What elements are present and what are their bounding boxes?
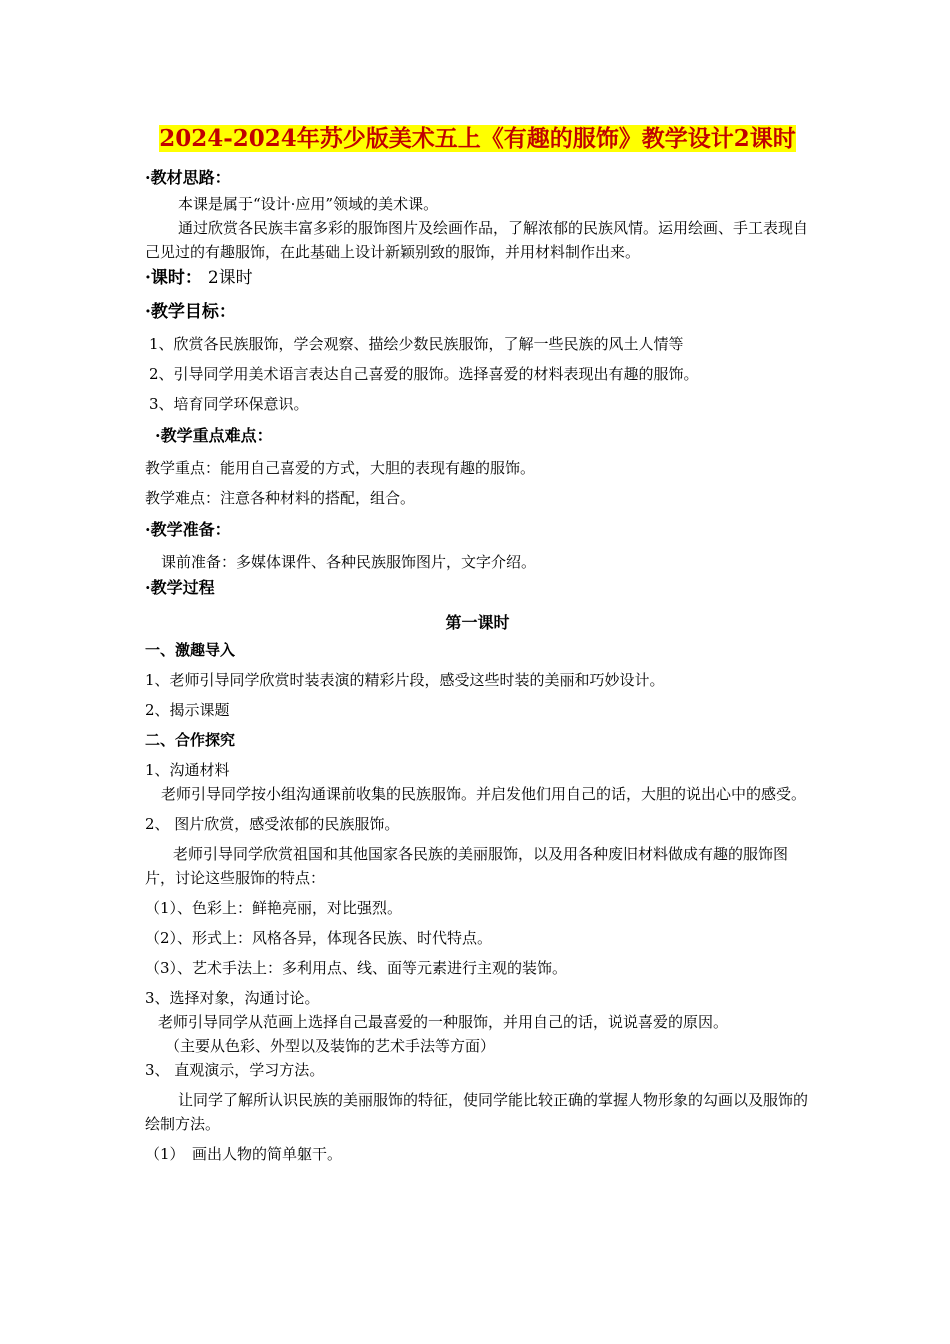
subsection-heading: 二、合作探究: [145, 731, 236, 749]
paragraph: 老师引导同学按小组沟通课前收集的民族服饰。并启发他们用自己的话，大胆的说出心中的感受。: [161, 785, 807, 803]
list-item: （2）、形式上：风格各异，体现各民族、时代特点。: [145, 929, 493, 947]
paragraph: 老师引导同学欣赏祖国和其他国家各民族的美丽服饰，以及用各种废旧材料做成有趣的服饰图片，讨论这些服饰的特点：: [145, 845, 789, 887]
paragraph: 2、揭示课题: [145, 701, 230, 719]
document-body: [145, 122, 810, 1166]
paragraph: 本课是属于“设计·应用”领域的美术课。: [178, 195, 439, 213]
paragraph: 老师引导同学从范画上选择自己最喜爱的一种服饰，并用自己的话，说说喜爱的原因。: [158, 1013, 729, 1031]
section-heading-textbook: ·教材思路：: [145, 168, 231, 187]
paragraph: 教学难点：注意各种材料的搭配，组合。: [145, 489, 416, 507]
paragraph: 通过欣赏各民族丰富多彩的服饰图片及绘画作品，了解浓郁的民族风情。运用绘画、手工表现自己见过的有趣服饰，在此基础上设计新颖别致的服饰，并用材料制作出来。: [145, 219, 809, 261]
section-heading-preparation: ·教学准备：: [145, 520, 231, 539]
paragraph: （主要从色彩、外型以及装饰的艺术手法等方面）: [165, 1037, 496, 1055]
hours-value: 2课时: [207, 268, 253, 288]
section-heading-key-points: ·教学重点难点：: [155, 426, 273, 445]
title-highlight: 2024-2024年苏少版美术五上《有趣的服饰》教学设计2课时: [159, 125, 796, 152]
section-heading-goals: ·教学目标：: [145, 302, 236, 322]
document-title: [145, 122, 810, 156]
list-item: 1、欣赏各民族服饰，学会观察、描绘少数民族服饰，了解一些民族的风土人情等: [149, 335, 684, 353]
subsection-heading: 一、激趣导入: [145, 641, 236, 659]
paragraph: 1、老师引导同学欣赏时装表演的精彩片段，感受这些时装的美丽和巧妙设计。: [145, 671, 665, 689]
paragraph: 3、选择对象，沟通讨论。: [145, 989, 320, 1007]
section-heading-hours: [145, 264, 810, 292]
paragraph: 3、 直观演示，学习方法。: [145, 1061, 325, 1079]
paragraph: 课前准备：多媒体课件、各种民族服饰图片，文字介绍。: [161, 553, 537, 571]
paragraph: 教学重点：能用自己喜爱的方式，大胆的表现有趣的服饰。: [145, 459, 536, 477]
paragraph: 2、 图片欣赏，感受浓郁的民族服饰。: [145, 815, 400, 833]
list-item: 2、引导同学用美术语言表达自己喜爱的服饰。选择喜爱的材料表现出有趣的服饰。: [149, 365, 699, 383]
list-item: （3）、艺术手法上：多利用点、线、面等元素进行主观的装饰。: [145, 959, 568, 977]
list-item: （1）、色彩上：鲜艳亮丽，对比强烈。: [145, 899, 403, 917]
paragraph: 1、沟通材料: [145, 761, 230, 779]
lesson-heading: 第一课时: [445, 613, 510, 632]
paragraph: 让同学了解所认识民族的美丽服饰的特征，使同学能比较正确的掌握人物形象的勾画以及服饰的绘制方法。: [145, 1091, 809, 1133]
list-item: 3、培育同学环保意识。: [149, 395, 309, 413]
list-item: （1） 画出人物的简单躯干。: [145, 1145, 343, 1163]
section-heading-process: ·教学过程: [145, 578, 215, 597]
hours-label: ·课时：: [145, 268, 202, 288]
